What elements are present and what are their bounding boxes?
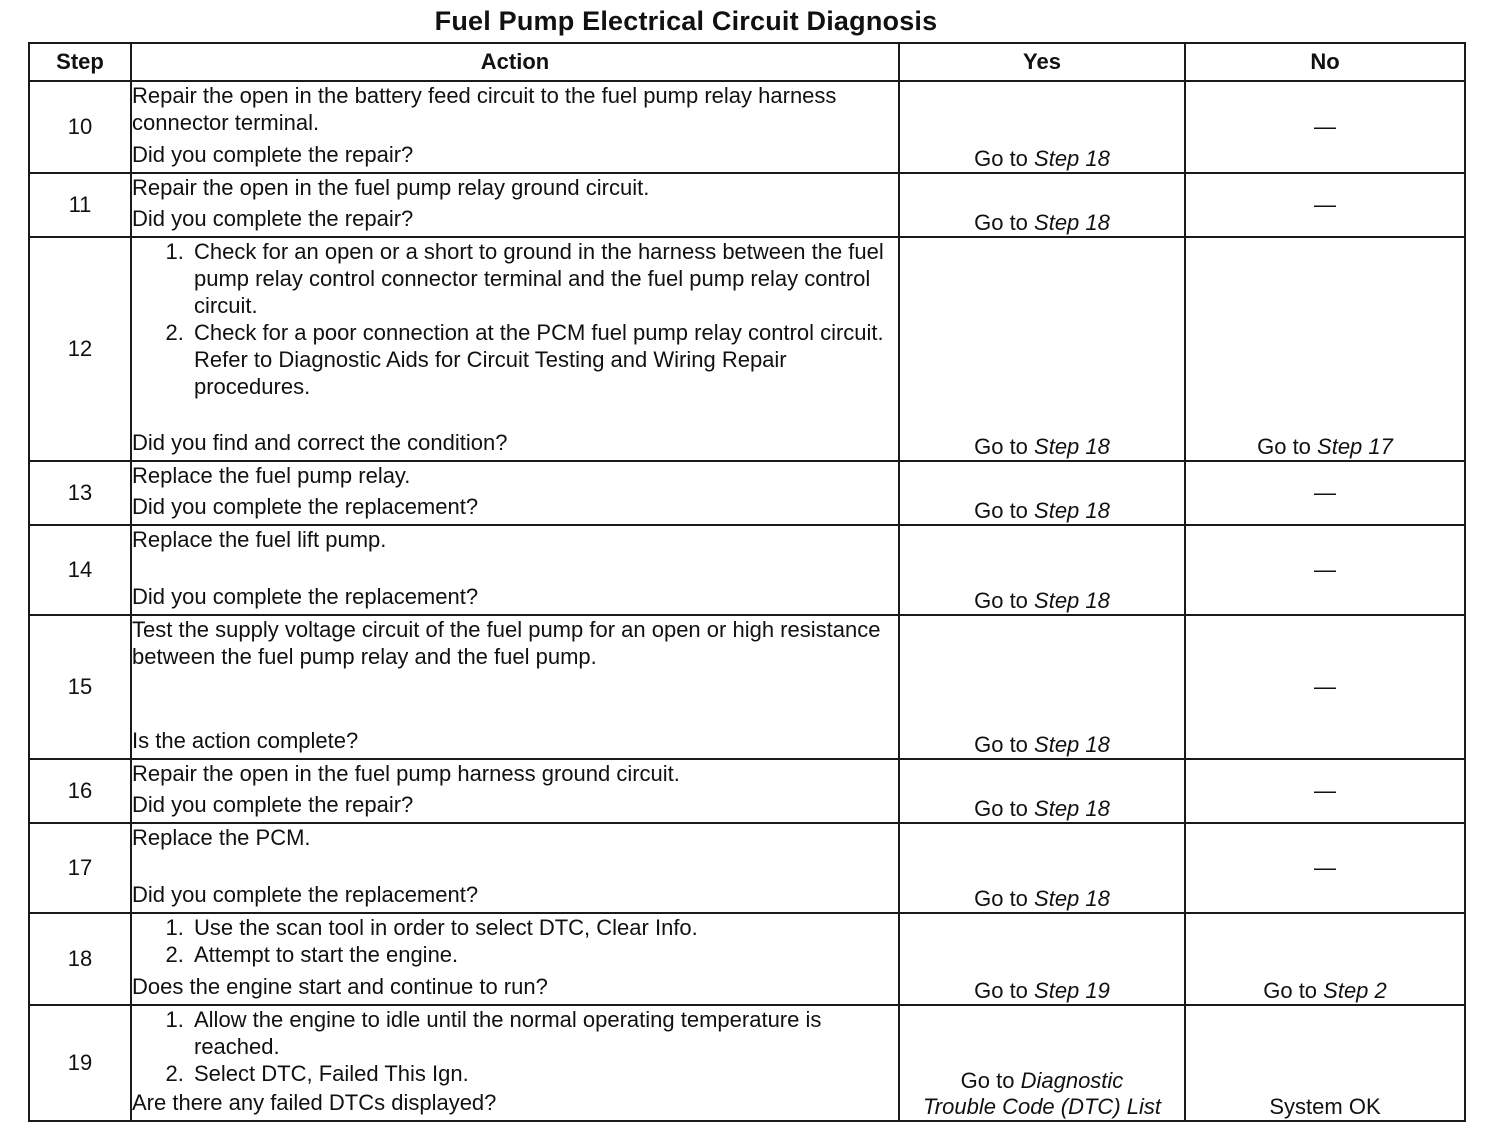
action-question: Did you complete the replacement? (132, 584, 479, 609)
action-cell (131, 823, 899, 913)
yes-prefix: Go to (974, 146, 1035, 171)
yes-cell (899, 173, 1185, 237)
action-text: Replace the PCM. (132, 825, 311, 850)
header-no: No (1185, 43, 1465, 81)
action-cell (131, 759, 899, 823)
yes-prefix: Go to (974, 978, 1035, 1003)
yes-target: Diagnostic Trouble Code (DTC) List (923, 1068, 1161, 1119)
action-text: Repair the open in the fuel pump harness ground circuit. (132, 761, 680, 786)
yes-prefix: Go to (974, 498, 1035, 523)
action-text: Replace the fuel lift pump. (132, 527, 387, 552)
action-question: Are there any failed DTCs displayed? (132, 1090, 497, 1115)
action-cell (131, 913, 899, 1005)
action-text: Repair the open in the fuel pump relay ground circuit. (132, 175, 650, 200)
step-number: 14 (29, 525, 131, 615)
yes-prefix: Go to (974, 796, 1035, 821)
action-step-item: 2. Attempt to start the engine. (190, 941, 898, 968)
yes-cell (899, 525, 1185, 615)
yes-cell (899, 759, 1185, 823)
table-row (29, 913, 1465, 1005)
no-cell: — (1185, 173, 1465, 237)
yes-prefix: Go to (974, 732, 1035, 757)
table-row (29, 461, 1465, 525)
action-question: Did you complete the repair? (132, 206, 414, 231)
yes-target: Step 19 (1034, 978, 1110, 1003)
header-row (29, 43, 1465, 81)
no-target: Step 17 (1317, 434, 1393, 459)
table-row (29, 525, 1465, 615)
table-row (29, 615, 1465, 759)
yes-cell (899, 913, 1185, 1005)
document-title: Fuel Pump Electrical Circuit Diagnosis (434, 6, 938, 36)
yes-target: Step 18 (1034, 210, 1110, 235)
yes-target: Step 18 (1034, 588, 1110, 613)
diagnosis-table (28, 42, 1466, 1122)
action-question: Did you complete the repair? (132, 142, 414, 167)
table-row (29, 1005, 1465, 1121)
no-cell (1185, 237, 1465, 461)
no-cell (1185, 913, 1465, 1005)
action-cell (131, 525, 899, 615)
step-number: 17 (29, 823, 131, 913)
action-text: Replace the fuel pump relay. (132, 463, 411, 488)
action-cell (131, 461, 899, 525)
action-question: Did you complete the replacement? (132, 882, 479, 907)
action-step-item: 1. Check for an open or a short to ground in the harness between the fuel pump relay control connector terminal and the fuel pump relay control circuit. (190, 238, 898, 319)
yes-prefix: Go to (974, 210, 1035, 235)
yes-cell (899, 461, 1185, 525)
yes-prefix: Go to (974, 588, 1035, 613)
action-step-item: 1. Use the scan tool in order to select DTC, Clear Info. (190, 914, 898, 941)
yes-prefix: Go to (974, 886, 1035, 911)
yes-cell (899, 1005, 1185, 1121)
table-row (29, 81, 1465, 173)
yes-prefix: Go to (974, 434, 1035, 459)
action-step-item: 2. Select DTC, Failed This Ign. (190, 1060, 898, 1087)
yes-target: Step 18 (1034, 732, 1110, 757)
action-steps (132, 914, 898, 968)
header-step: Step (29, 43, 131, 81)
action-cell (131, 615, 899, 759)
yes-prefix: Go to (960, 1068, 1021, 1093)
yes-cell (899, 81, 1185, 173)
action-step-item: 1. Allow the engine to idle until the normal operating temperature is reached. (190, 1006, 898, 1060)
no-cell: — (1185, 615, 1465, 759)
table-row (29, 173, 1465, 237)
no-cell: — (1185, 823, 1465, 913)
no-cell: — (1185, 759, 1465, 823)
yes-target: Step 18 (1034, 434, 1110, 459)
step-number: 15 (29, 615, 131, 759)
yes-target: Step 18 (1034, 498, 1110, 523)
yes-cell (899, 237, 1185, 461)
action-steps (132, 1006, 898, 1087)
table-row (29, 823, 1465, 913)
step-number: 11 (29, 173, 131, 237)
yes-cell (899, 615, 1185, 759)
header-action: Action (131, 43, 899, 81)
action-cell (131, 81, 899, 173)
action-question: Did you find and correct the condition? (132, 430, 508, 455)
action-cell (131, 1005, 899, 1121)
no-cell: System OK (1185, 1005, 1465, 1121)
action-question: Is the action complete? (132, 728, 359, 753)
step-number: 19 (29, 1005, 131, 1121)
header-yes: Yes (899, 43, 1185, 81)
action-text: Test the supply voltage circuit of the fuel pump for an open or high resistance between the fuel pump relay and the fuel pump. (132, 617, 881, 669)
action-steps (132, 238, 898, 400)
yes-target: Step 18 (1034, 796, 1110, 821)
step-number: 12 (29, 237, 131, 461)
no-prefix: Go to (1263, 978, 1324, 1003)
action-question: Did you complete the repair? (132, 792, 414, 817)
step-number: 10 (29, 81, 131, 173)
no-prefix: Go to (1257, 434, 1318, 459)
step-number: 18 (29, 913, 131, 1005)
no-cell: — (1185, 81, 1465, 173)
yes-target: Step 18 (1034, 146, 1110, 171)
no-cell: — (1185, 461, 1465, 525)
step-number: 13 (29, 461, 131, 525)
no-target: Step 2 (1323, 978, 1387, 1003)
action-question: Did you complete the replacement? (132, 494, 479, 519)
action-cell (131, 173, 899, 237)
action-question: Does the engine start and continue to run? (132, 974, 548, 999)
yes-cell (899, 823, 1185, 913)
step-number: 16 (29, 759, 131, 823)
action-cell (131, 237, 899, 461)
table-row (29, 759, 1465, 823)
table-row (29, 237, 1465, 461)
no-cell: — (1185, 525, 1465, 615)
action-step-item: 2. Check for a poor connection at the PCM fuel pump relay control circuit. Refer to Diagnostic Aids for Circuit Testing and Wiring Repair procedures. (190, 319, 898, 400)
action-text: Repair the open in the battery feed circuit to the fuel pump relay harness connector terminal. (132, 83, 837, 135)
yes-target: Step 18 (1034, 886, 1110, 911)
